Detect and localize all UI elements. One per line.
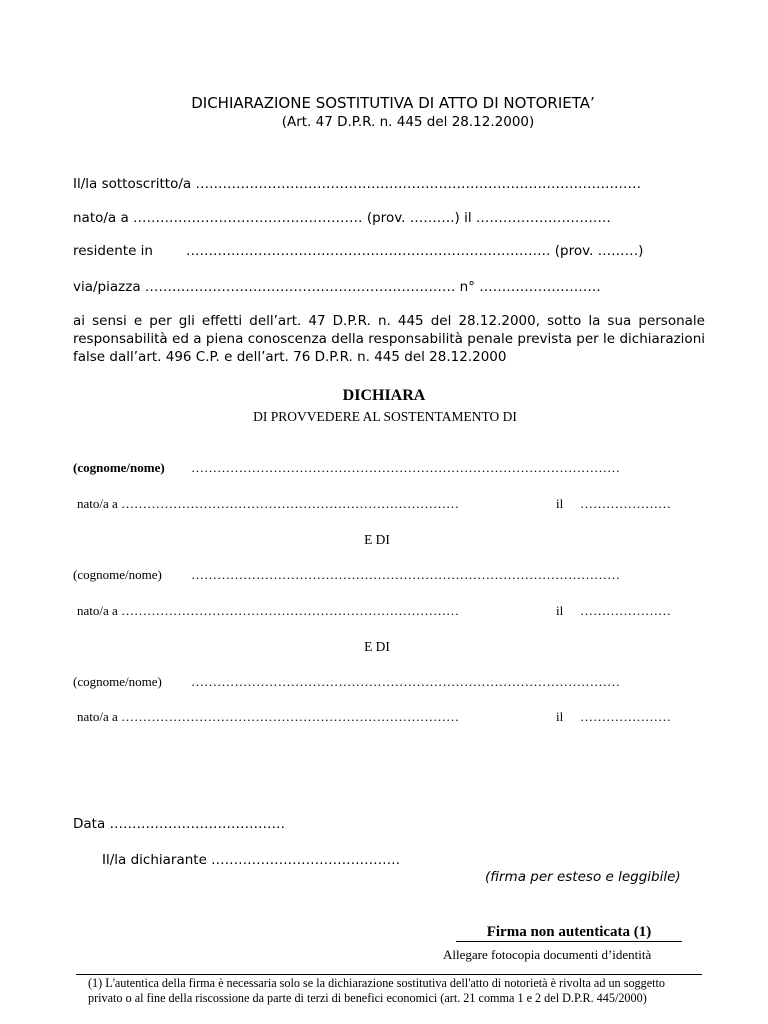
declaration-heading: DICHIARA: [342, 387, 426, 404]
person1-name-field[interactable]: ………………………………………………………………………………………: [191, 460, 620, 475]
declarant-address-field[interactable]: via/piazza …………………………………………………………… n° ………………………: [73, 279, 601, 295]
person2-birth-field[interactable]: nato/a a ……………………………………………………………………: [77, 603, 460, 618]
person2-name-field[interactable]: ………………………………………………………………………………………: [191, 567, 620, 582]
attach-id-note: Allegare fotocopia documenti d’identità: [443, 947, 652, 962]
person3-birth-field[interactable]: nato/a a ……………………………………………………………………: [77, 709, 460, 724]
document-subtitle: (Art. 47 D.P.R. n. 445 del 28.12.2000): [281, 114, 535, 130]
signature-note: (firma per esteso e leggibile): [485, 869, 681, 885]
and-connector-2: E DI: [364, 639, 390, 654]
unauthenticated-signature-label: Firma non autenticata (1): [456, 924, 682, 942]
person1-name-label: (cognome/nome): [73, 460, 165, 475]
declarant-name-field[interactable]: Il/la sottoscritto/a ………………………………………………………………………………………: [73, 176, 641, 192]
person1-date-label: il: [556, 496, 564, 511]
person1-birth-field[interactable]: nato/a a ……………………………………………………………………: [77, 496, 460, 511]
date-field[interactable]: Data …………………………………: [73, 816, 286, 832]
declarant-residence-label: residente in: [73, 243, 153, 259]
footnote-divider: [76, 974, 702, 975]
document-title: DICHIARAZIONE SOSTITUTIVA DI ATTO DI NOTORIETA’: [191, 94, 595, 112]
person3-date-label: il: [556, 709, 564, 724]
declaration-subheading: DI PROVVEDERE AL SOSTENTAMENTO DI: [253, 409, 517, 424]
legal-intro-paragraph: ai sensi e per gli effetti dell’art. 47 D.P.R. n. 445 del 28.12.2000, sotto la sua personale responsabilità ed a piena conoscenza della responsabilità penale prevista per le dichiarazioni false dall’art. 496 C.P. e dell’art. 76 D.P.R. n. 445 del 28.12.2000: [73, 313, 705, 365]
declarant-signature-field[interactable]: Il/la dichiarante ……………………………………: [102, 852, 401, 868]
declarant-residence-field[interactable]: ……………………………………………………………………… (prov. ………): [186, 243, 644, 259]
person2-name-label: (cognome/nome): [73, 567, 162, 582]
and-connector-1: E DI: [364, 532, 390, 547]
person2-date-label: il: [556, 603, 564, 618]
person2-date-field[interactable]: …………………: [580, 603, 671, 618]
person1-date-field[interactable]: …………………: [580, 496, 671, 511]
person3-name-label: (cognome/nome): [73, 674, 162, 689]
declarant-birth-field[interactable]: nato/a a …………………………………………… (prov. ……….) il …………………………: [73, 210, 611, 226]
footnote-text: (1) L'autentica della firma è necessaria solo se la dichiarazione sostitutiva dell'atto di notorietà è rivolta ad un soggetto privato o al fine della riscossione da parte di terzi di benefici economici (art. 21 comma 1 e 2 del D.P.R. 445/2000): [88, 976, 666, 1005]
person3-name-field[interactable]: ………………………………………………………………………………………: [191, 674, 620, 689]
person3-date-field[interactable]: …………………: [580, 709, 671, 724]
